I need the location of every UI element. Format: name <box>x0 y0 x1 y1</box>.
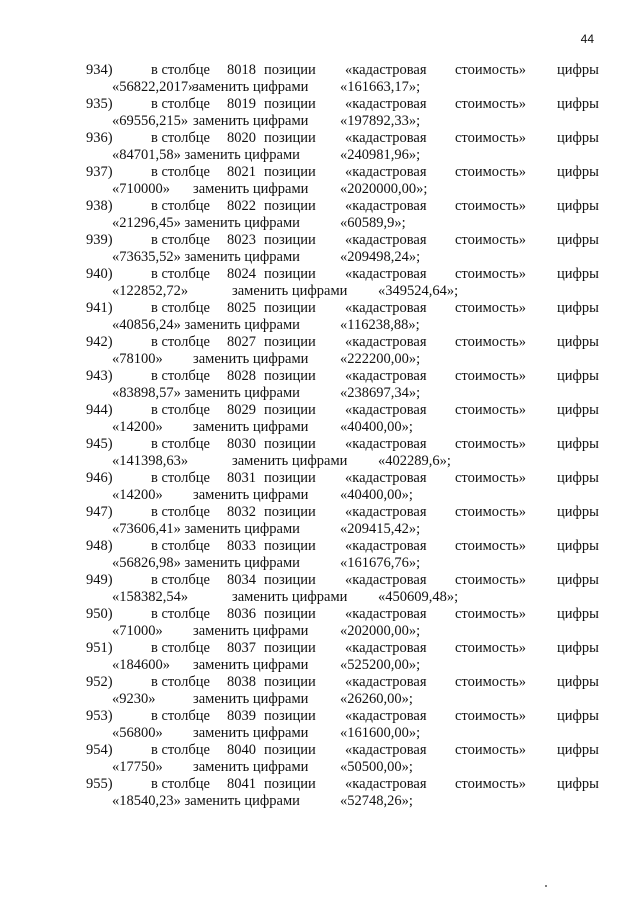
old-value: «710000» <box>112 181 170 197</box>
position-word: позиции <box>264 538 316 554</box>
column-word: в столбце <box>151 674 210 690</box>
new-value: «2020000,00»; <box>340 181 428 197</box>
column-word: в столбце <box>151 776 210 792</box>
digits-word: цифры <box>557 708 599 724</box>
replace-phrase: заменить цифрами <box>193 725 309 741</box>
position-code: 8020 <box>227 130 256 146</box>
amendment-line-2 <box>0 589 640 606</box>
amendment-line-2 <box>0 147 640 164</box>
column-word: в столбце <box>151 266 210 282</box>
digits-word: цифры <box>557 606 599 622</box>
position-word: позиции <box>264 776 316 792</box>
cadastral-word: «кадастровая <box>345 640 427 656</box>
item-number: 945) <box>86 436 113 452</box>
position-code: 8041 <box>227 776 256 792</box>
position-code: 8038 <box>227 674 256 690</box>
column-word: в столбце <box>151 504 210 520</box>
item-number: 946) <box>86 470 113 486</box>
value-word: стоимость» <box>455 708 527 724</box>
cadastral-word: «кадастровая <box>345 164 427 180</box>
amendment-line-1 <box>0 436 640 453</box>
item-number: 935) <box>86 96 113 112</box>
position-word: позиции <box>264 470 316 486</box>
position-word: позиции <box>264 640 316 656</box>
amendment-item <box>0 198 640 232</box>
new-value: «525200,00»; <box>340 657 421 673</box>
amendment-line-2 <box>0 623 640 640</box>
amendment-item <box>0 300 640 334</box>
value-word: стоимость» <box>455 776 527 792</box>
position-word: позиции <box>264 402 316 418</box>
value-word: стоимость» <box>455 198 527 214</box>
new-value: «197892,33»; <box>340 113 421 129</box>
amendment-line-2 <box>0 521 640 538</box>
old-value: «71000» <box>112 623 163 639</box>
old-value: «21296,45» заменить цифрами <box>112 215 300 231</box>
digits-word: цифры <box>557 436 599 452</box>
amendment-line-1 <box>0 198 640 215</box>
new-value: «402289,6»; <box>378 453 451 469</box>
amendment-item <box>0 96 640 130</box>
position-word: позиции <box>264 62 316 78</box>
item-number: 936) <box>86 130 113 146</box>
digits-word: цифры <box>557 232 599 248</box>
amendment-line-2 <box>0 113 640 130</box>
amendment-item <box>0 402 640 436</box>
amendment-line-1 <box>0 470 640 487</box>
position-code: 8033 <box>227 538 256 554</box>
item-number: 937) <box>86 164 113 180</box>
amendment-line-2 <box>0 487 640 504</box>
cadastral-word: «кадастровая <box>345 96 427 112</box>
digits-word: цифры <box>557 96 599 112</box>
column-word: в столбце <box>151 232 210 248</box>
column-word: в столбце <box>151 640 210 656</box>
position-word: позиции <box>264 164 316 180</box>
new-value: «222200,00»; <box>340 351 421 367</box>
amendment-line-2 <box>0 793 640 810</box>
amendment-item <box>0 470 640 504</box>
item-number: 943) <box>86 368 113 384</box>
value-word: стоимость» <box>455 606 527 622</box>
position-code: 8039 <box>227 708 256 724</box>
old-value: «14200» <box>112 419 163 435</box>
cadastral-word: «кадастровая <box>345 572 427 588</box>
amendment-line-1 <box>0 130 640 147</box>
digits-word: цифры <box>557 538 599 554</box>
digits-word: цифры <box>557 62 599 78</box>
column-word: в столбце <box>151 572 210 588</box>
position-word: позиции <box>264 572 316 588</box>
old-value: «141398,63» <box>112 453 189 469</box>
page-number: 44 <box>580 32 594 46</box>
amendment-item <box>0 232 640 266</box>
amendment-line-1 <box>0 742 640 759</box>
amendment-line-2 <box>0 657 640 674</box>
old-value: «84701,58» заменить цифрами <box>112 147 300 163</box>
position-word: позиции <box>264 96 316 112</box>
new-value: «161663,17»; <box>340 79 421 95</box>
amendment-line-1 <box>0 96 640 113</box>
replace-phrase: заменить цифрами <box>193 351 309 367</box>
amendment-line-1 <box>0 708 640 725</box>
position-code: 8028 <box>227 368 256 384</box>
amendment-item <box>0 164 640 198</box>
column-word: в столбце <box>151 368 210 384</box>
old-value: «56826,98» заменить цифрами <box>112 555 300 571</box>
replace-phrase: заменить цифрами <box>232 453 348 469</box>
digits-word: цифры <box>557 368 599 384</box>
amendment-item <box>0 368 640 402</box>
digits-word: цифры <box>557 198 599 214</box>
digits-word: цифры <box>557 164 599 180</box>
digits-word: цифры <box>557 640 599 656</box>
column-word: в столбце <box>151 606 210 622</box>
cadastral-word: «кадастровая <box>345 368 427 384</box>
cadastral-word: «кадастровая <box>345 402 427 418</box>
replace-phrase: заменить цифрами <box>193 657 309 673</box>
new-value: «209415,42»; <box>340 521 421 537</box>
new-value: «52748,26»; <box>340 793 413 809</box>
column-word: в столбце <box>151 300 210 316</box>
amendment-line-2 <box>0 453 640 470</box>
cadastral-word: «кадастровая <box>345 130 427 146</box>
position-word: позиции <box>264 606 316 622</box>
item-number: 950) <box>86 606 113 622</box>
replace-phrase: заменить цифрами <box>193 181 309 197</box>
cadastral-word: «кадастровая <box>345 538 427 554</box>
position-code: 8021 <box>227 164 256 180</box>
old-value: «9230» <box>112 691 156 707</box>
value-word: стоимость» <box>455 742 527 758</box>
value-word: стоимость» <box>455 130 527 146</box>
old-value: «40856,24» заменить цифрами <box>112 317 300 333</box>
amendment-line-1 <box>0 640 640 657</box>
amendment-line-2 <box>0 691 640 708</box>
old-value: «78100» <box>112 351 163 367</box>
amendment-item <box>0 504 640 538</box>
new-value: «349524,64»; <box>378 283 459 299</box>
amendment-line-2 <box>0 79 640 96</box>
new-value: «240981,96»; <box>340 147 421 163</box>
value-word: стоимость» <box>455 266 527 282</box>
item-number: 942) <box>86 334 113 350</box>
amendment-line-2 <box>0 725 640 742</box>
old-value: «184600» <box>112 657 170 673</box>
column-word: в столбце <box>151 96 210 112</box>
old-value: «18540,23» заменить цифрами <box>112 793 300 809</box>
cadastral-word: «кадастровая <box>345 742 427 758</box>
position-word: позиции <box>264 232 316 248</box>
digits-word: цифры <box>557 776 599 792</box>
cadastral-word: «кадастровая <box>345 334 427 350</box>
value-word: стоимость» <box>455 470 527 486</box>
new-value: «209498,24»; <box>340 249 421 265</box>
position-word: позиции <box>264 504 316 520</box>
position-word: позиции <box>264 130 316 146</box>
digits-word: цифры <box>557 300 599 316</box>
item-number: 949) <box>86 572 113 588</box>
new-value: «26260,00»; <box>340 691 413 707</box>
new-value: «161676,76»; <box>340 555 421 571</box>
digits-word: цифры <box>557 674 599 690</box>
amendment-line-1 <box>0 606 640 623</box>
cadastral-word: «кадастровая <box>345 708 427 724</box>
item-number: 953) <box>86 708 113 724</box>
value-word: стоимость» <box>455 164 527 180</box>
replace-phrase: заменить цифрами <box>232 283 348 299</box>
amendment-line-2 <box>0 283 640 300</box>
old-value: «158382,54» <box>112 589 189 605</box>
position-word: позиции <box>264 266 316 282</box>
position-word: позиции <box>264 436 316 452</box>
amendment-line-1 <box>0 402 640 419</box>
digits-word: цифры <box>557 742 599 758</box>
digits-word: цифры <box>557 504 599 520</box>
position-code: 8037 <box>227 640 256 656</box>
position-code: 8025 <box>227 300 256 316</box>
item-number: 944) <box>86 402 113 418</box>
value-word: стоимость» <box>455 538 527 554</box>
position-word: позиции <box>264 300 316 316</box>
replace-phrase: заменить цифрами <box>193 487 309 503</box>
scan-speck <box>545 885 547 887</box>
amendment-line-2 <box>0 181 640 198</box>
replace-phrase: заменить цифрами <box>232 589 348 605</box>
cadastral-word: «кадастровая <box>345 62 427 78</box>
amendment-line-1 <box>0 266 640 283</box>
new-value: «116238,88»; <box>340 317 420 333</box>
digits-word: цифры <box>557 572 599 588</box>
column-word: в столбце <box>151 130 210 146</box>
amendment-item <box>0 742 640 776</box>
replace-phrase: заменить цифрами <box>193 691 309 707</box>
amendment-line-1 <box>0 674 640 691</box>
value-word: стоимость» <box>455 334 527 350</box>
amendment-line-1 <box>0 368 640 385</box>
column-word: в столбце <box>151 334 210 350</box>
position-code: 8027 <box>227 334 256 350</box>
cadastral-word: «кадастровая <box>345 232 427 248</box>
cadastral-word: «кадастровая <box>345 300 427 316</box>
position-code: 8018 <box>227 62 256 78</box>
old-value: «73606,41» заменить цифрами <box>112 521 300 537</box>
position-word: позиции <box>264 742 316 758</box>
amendment-line-2 <box>0 555 640 572</box>
cadastral-word: «кадастровая <box>345 504 427 520</box>
replace-phrase: заменить цифрами <box>193 113 309 129</box>
new-value: «450609,48»; <box>378 589 459 605</box>
item-number: 948) <box>86 538 113 554</box>
digits-word: цифры <box>557 402 599 418</box>
replace-phrase: заменить цифрами <box>193 79 309 95</box>
item-number: 940) <box>86 266 113 282</box>
position-code: 8019 <box>227 96 256 112</box>
amendment-line-2 <box>0 249 640 266</box>
column-word: в столбце <box>151 538 210 554</box>
position-code: 8024 <box>227 266 256 282</box>
value-word: стоимость» <box>455 640 527 656</box>
new-value: «40400,00»; <box>340 419 413 435</box>
amendment-item <box>0 776 640 810</box>
cadastral-word: «кадастровая <box>345 198 427 214</box>
old-value: «122852,72» <box>112 283 189 299</box>
position-code: 8032 <box>227 504 256 520</box>
cadastral-word: «кадастровая <box>345 776 427 792</box>
replace-phrase: заменить цифрами <box>193 759 309 775</box>
old-value: «56800» <box>112 725 163 741</box>
amendment-item <box>0 62 640 96</box>
item-number: 955) <box>86 776 113 792</box>
old-value: «17750» <box>112 759 163 775</box>
amendment-item <box>0 266 640 300</box>
amendment-line-2 <box>0 215 640 232</box>
amendment-item <box>0 708 640 742</box>
amendment-item <box>0 538 640 572</box>
column-word: в столбце <box>151 436 210 452</box>
position-word: позиции <box>264 674 316 690</box>
value-word: стоимость» <box>455 436 527 452</box>
amendment-item <box>0 674 640 708</box>
amendment-line-1 <box>0 538 640 555</box>
digits-word: цифры <box>557 130 599 146</box>
replace-phrase: заменить цифрами <box>193 623 309 639</box>
position-word: позиции <box>264 368 316 384</box>
amendment-line-1 <box>0 232 640 249</box>
value-word: стоимость» <box>455 674 527 690</box>
position-code: 8029 <box>227 402 256 418</box>
amendment-line-1 <box>0 504 640 521</box>
value-word: стоимость» <box>455 300 527 316</box>
position-word: позиции <box>264 334 316 350</box>
item-number: 938) <box>86 198 113 214</box>
cadastral-word: «кадастровая <box>345 674 427 690</box>
value-word: стоимость» <box>455 62 527 78</box>
item-number: 951) <box>86 640 113 656</box>
amendment-list <box>0 62 640 810</box>
column-word: в столбце <box>151 470 210 486</box>
digits-word: цифры <box>557 334 599 350</box>
item-number: 947) <box>86 504 113 520</box>
value-word: стоимость» <box>455 96 527 112</box>
old-value: «73635,52» заменить цифрами <box>112 249 300 265</box>
digits-word: цифры <box>557 470 599 486</box>
old-value: «14200» <box>112 487 163 503</box>
cadastral-word: «кадастровая <box>345 606 427 622</box>
position-word: позиции <box>264 198 316 214</box>
amendment-line-1 <box>0 62 640 79</box>
old-value: «69556,215» <box>112 113 189 129</box>
new-value: «238697,34»; <box>340 385 421 401</box>
item-number: 952) <box>86 674 113 690</box>
value-word: стоимость» <box>455 368 527 384</box>
new-value: «50500,00»; <box>340 759 413 775</box>
amendment-line-1 <box>0 164 640 181</box>
cadastral-word: «кадастровая <box>345 266 427 282</box>
item-number: 939) <box>86 232 113 248</box>
column-word: в столбце <box>151 708 210 724</box>
amendment-line-1 <box>0 300 640 317</box>
position-code: 8031 <box>227 470 256 486</box>
amendment-line-2 <box>0 385 640 402</box>
amendment-item <box>0 130 640 164</box>
amendment-line-1 <box>0 334 640 351</box>
column-word: в столбце <box>151 164 210 180</box>
position-code: 8030 <box>227 436 256 452</box>
cadastral-word: «кадастровая <box>345 436 427 452</box>
amendment-line-2 <box>0 317 640 334</box>
column-word: в столбце <box>151 742 210 758</box>
item-number: 934) <box>86 62 113 78</box>
item-number: 941) <box>86 300 113 316</box>
value-word: стоимость» <box>455 572 527 588</box>
replace-phrase: заменить цифрами <box>193 419 309 435</box>
amendment-line-2 <box>0 351 640 368</box>
item-number: 954) <box>86 742 113 758</box>
amendment-line-2 <box>0 419 640 436</box>
value-word: стоимость» <box>455 232 527 248</box>
column-word: в столбце <box>151 402 210 418</box>
amendment-line-1 <box>0 776 640 793</box>
amendment-item <box>0 606 640 640</box>
digits-word: цифры <box>557 266 599 282</box>
position-code: 8034 <box>227 572 256 588</box>
new-value: «40400,00»; <box>340 487 413 503</box>
new-value: «60589,9»; <box>340 215 406 231</box>
amendment-item <box>0 640 640 674</box>
position-code: 8036 <box>227 606 256 622</box>
value-word: стоимость» <box>455 402 527 418</box>
old-value: «56822,2017» <box>112 79 196 95</box>
cadastral-word: «кадастровая <box>345 470 427 486</box>
new-value: «202000,00»; <box>340 623 421 639</box>
position-code: 8022 <box>227 198 256 214</box>
amendment-item <box>0 334 640 368</box>
column-word: в столбце <box>151 62 210 78</box>
amendment-item <box>0 436 640 470</box>
position-word: позиции <box>264 708 316 724</box>
value-word: стоимость» <box>455 504 527 520</box>
column-word: в столбце <box>151 198 210 214</box>
amendment-item <box>0 572 640 606</box>
old-value: «83898,57» заменить цифрами <box>112 385 300 401</box>
new-value: «161600,00»; <box>340 725 421 741</box>
amendment-line-1 <box>0 572 640 589</box>
position-code: 8023 <box>227 232 256 248</box>
position-code: 8040 <box>227 742 256 758</box>
amendment-line-2 <box>0 759 640 776</box>
